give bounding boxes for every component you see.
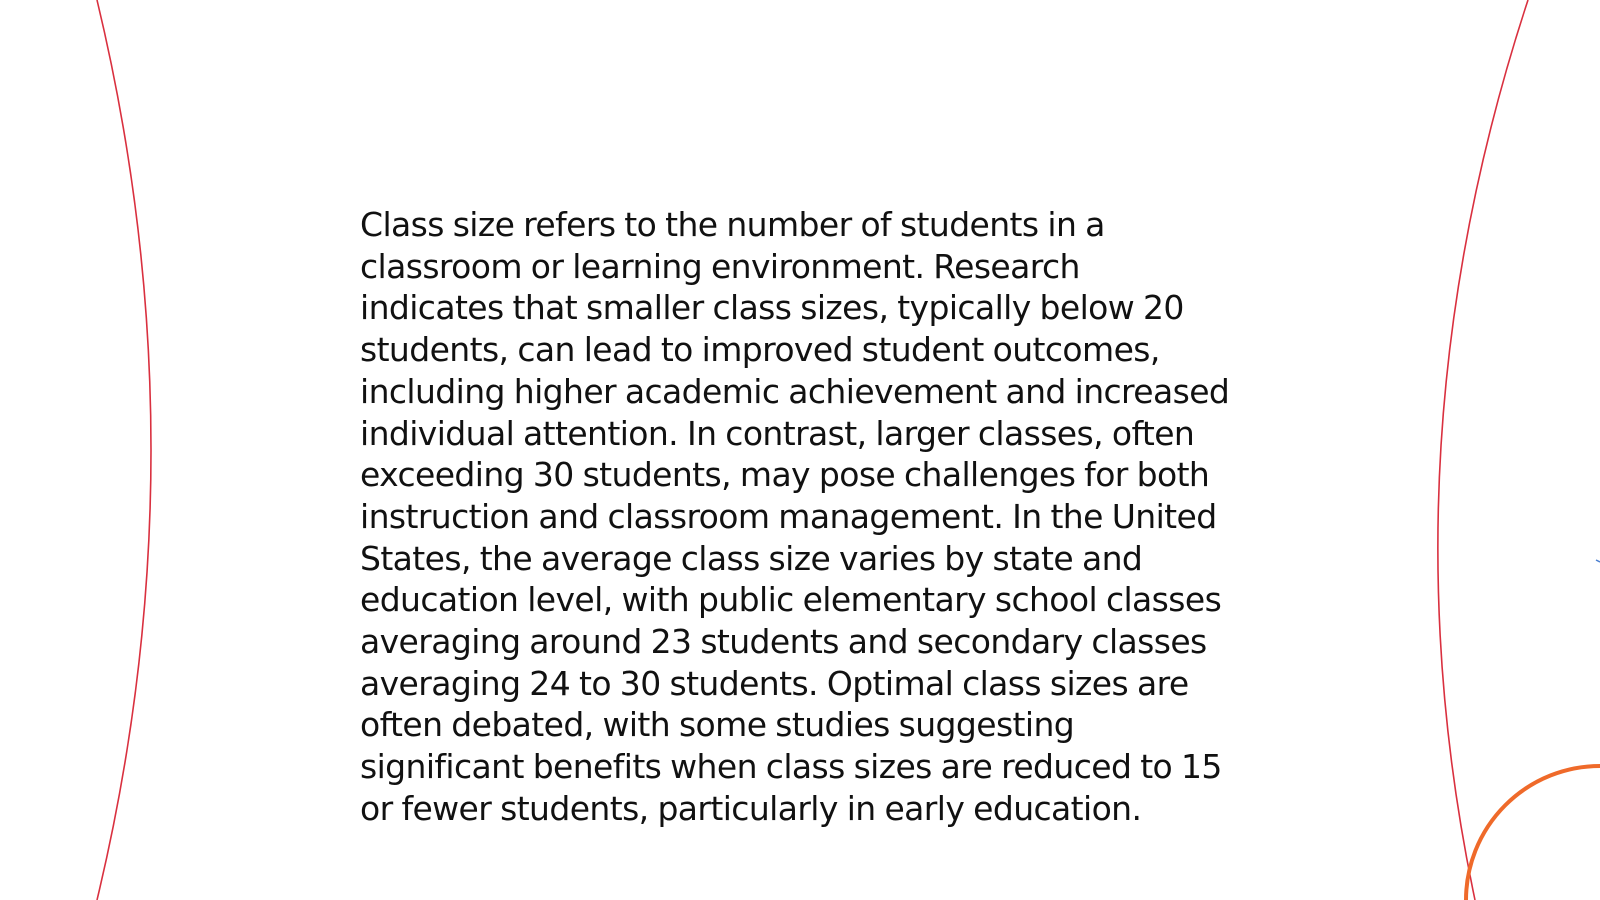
left-curve-line — [97, 0, 151, 900]
body-paragraph: Class size refers to the number of students in a classroom or learning environment. Research indicates that smaller class sizes, typically below 20 students, can lead to improved student outcomes, including higher academic achievement and increased individual attention. In contrast, larger classes, often exceeding 30 students, may pose challenges for both instruction and classroom management. In the United States, the average class size varies by state and education level, with public elementary school classes averaging around 23 students and secondary classes averaging 24 to 30 students. Optimal class sizes are often debated, with some studies suggesting significant benefits when class sizes are reduced to 15 or fewer students, particularly in early education. — [360, 205, 1230, 828]
accent-circle — [1466, 766, 1600, 900]
edge-tick-mark — [1596, 560, 1600, 562]
right-curve-line — [1438, 0, 1528, 900]
